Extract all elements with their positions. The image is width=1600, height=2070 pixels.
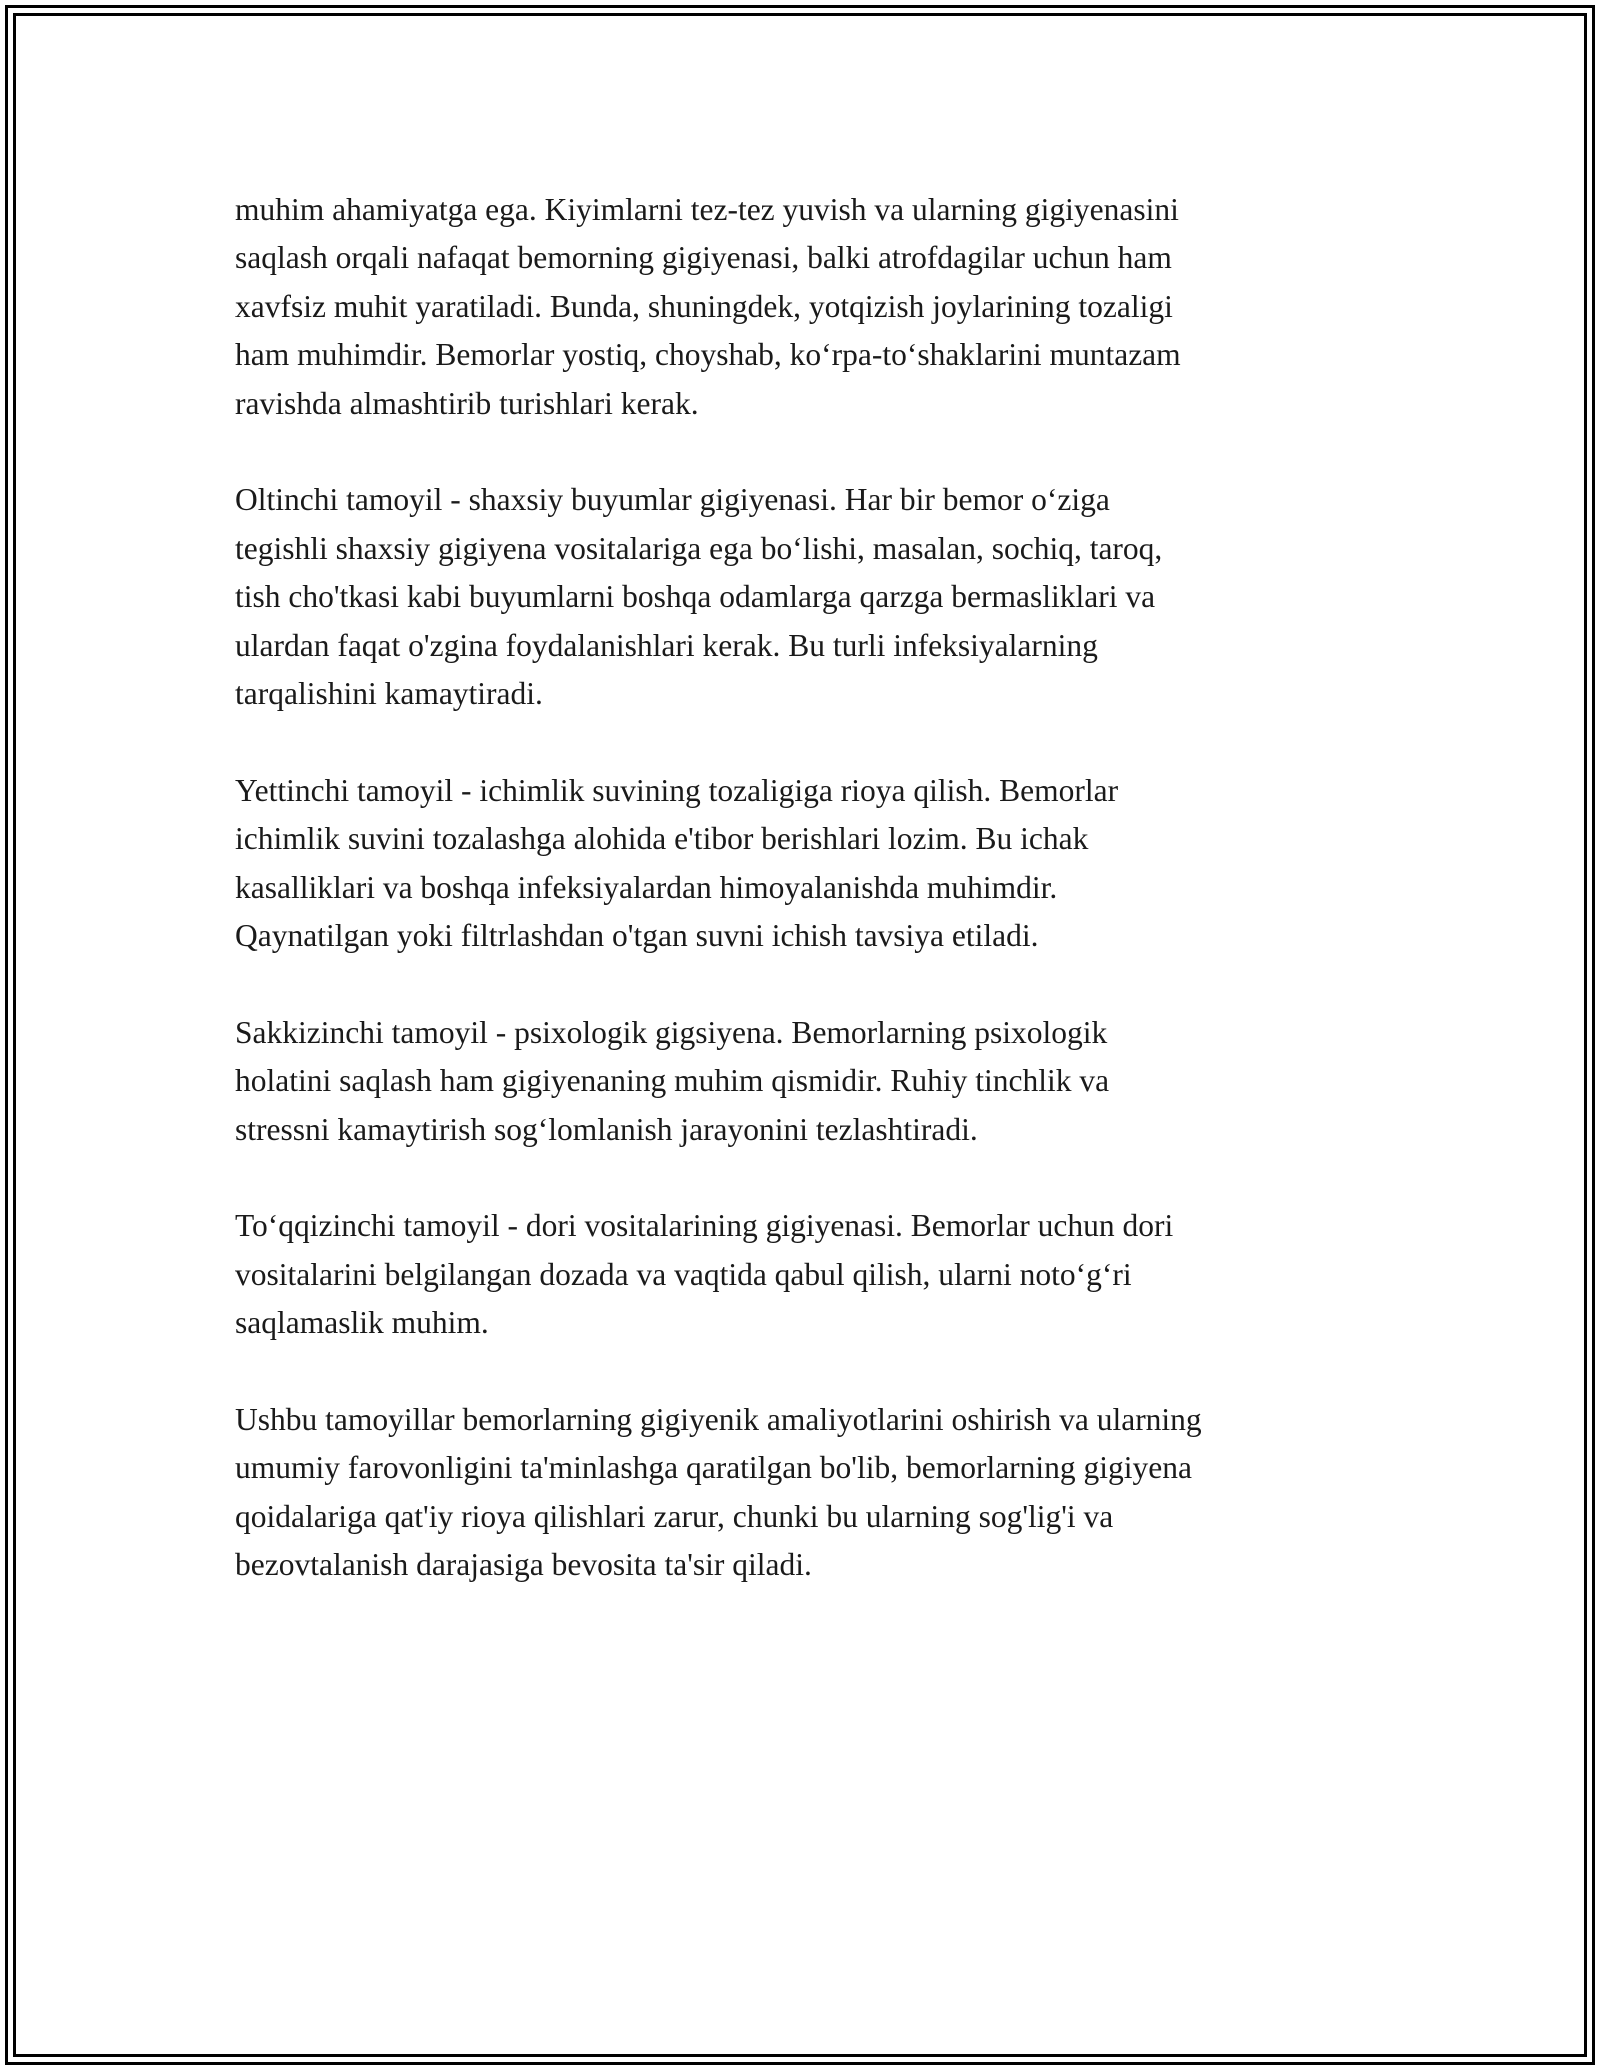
document-body: [235, 186, 1395, 1638]
text-line: tegishli shaxsiy gigiyena vositalariga ega bo‘lishi, masalan, sochiq, taroq,: [235, 530, 1163, 566]
text-line: ulardan faqat o'zgina foydalanishlari kerak. Bu turli infeksiyalarning: [235, 627, 1098, 663]
text-line: holatini saqlash ham gigiyenaning muhim qismidir. Ruhiy tinchlik va: [235, 1063, 1110, 1099]
text-line: stressni kamaytirish sog‘lomlanish jarayonini tezlashtiradi.: [235, 1111, 978, 1147]
text-line: Yettinchi tamoyil - ichimlik suvining tozaligiga rioya qilish. Bemorlar: [235, 772, 1119, 808]
text-line: tarqalishini kamaytiradi.: [235, 676, 543, 712]
paragraph-ninth-principle: [235, 1202, 1395, 1347]
text-line: ichimlik suvini tozalashga alohida e'tibor berishlari lozim. Bu ichak: [235, 821, 1089, 857]
paragraph-sixth-principle: [235, 476, 1395, 718]
text-line: umumiy farovonligini ta'minlashga qaratilgan bo'lib, bemorlarning gigiyena: [235, 1450, 1193, 1486]
text-line: Qaynatilgan yoki filtrlashdan o'tgan suvni ichish tavsiya etiladi.: [235, 918, 1039, 954]
text-line: Ushbu tamoyillar bemorlarning gigiyenik amaliyotlarini oshirish va ularning: [235, 1402, 1202, 1438]
text-line: tish cho'tkasi kabi buyumlarni boshqa odamlarga qarzga bermasliklari va: [235, 579, 1156, 615]
text-line: vositalarini belgilangan dozada va vaqtida qabul qilish, ularni noto‘g‘ri: [235, 1256, 1132, 1292]
text-line: muhim ahamiyatga ega. Kiyimlarni tez-tez yuvish va ularning gigiyenasini: [235, 192, 1179, 227]
paragraph-eighth-principle: [235, 1009, 1395, 1154]
paragraph-conclusion: [235, 1396, 1395, 1590]
text-line: xavfsiz muhit yaratiladi. Bunda, shuningdek, yotqizish joylarining tozaligi: [235, 288, 1173, 324]
text-line: saqlash orqali nafaqat bemorning gigiyenasi, balki atrofdagilar uchun ham: [235, 240, 1172, 276]
paragraph-seventh-principle: [235, 767, 1395, 961]
text-line: Oltinchi tamoyil - shaxsiy buyumlar gigiyenasi. Har bir bemor o‘ziga: [235, 482, 1110, 518]
text-line: kasalliklari va boshqa infeksiyalardan himoyalanishda muhimdir.: [235, 869, 1058, 905]
text-line: Sakkizinchi tamoyil - psixologik gigsiyena. Bemorlarning psixologik: [235, 1014, 1108, 1050]
text-line: ravishda almashtirib turishlari kerak.: [235, 385, 699, 421]
text-line: qoidalariga qat'iy rioya qilishlari zarur, chunki bu ularning sog'lig'i va: [235, 1498, 1114, 1534]
text-line: ham muhimdir. Bemorlar yostiq, choyshab, ko‘rpa-to‘shaklarini muntazam: [235, 337, 1181, 373]
paragraph-clothing-hygiene: [235, 186, 1395, 428]
text-line: To‘qqizinchi tamoyil - dori vositalarining gigiyenasi. Bemorlar uchun dori: [235, 1208, 1174, 1244]
text-line: bezovtalanish darajasiga bevosita ta'sir qiladi.: [235, 1547, 812, 1583]
text-line: saqlamaslik muhim.: [235, 1305, 489, 1341]
